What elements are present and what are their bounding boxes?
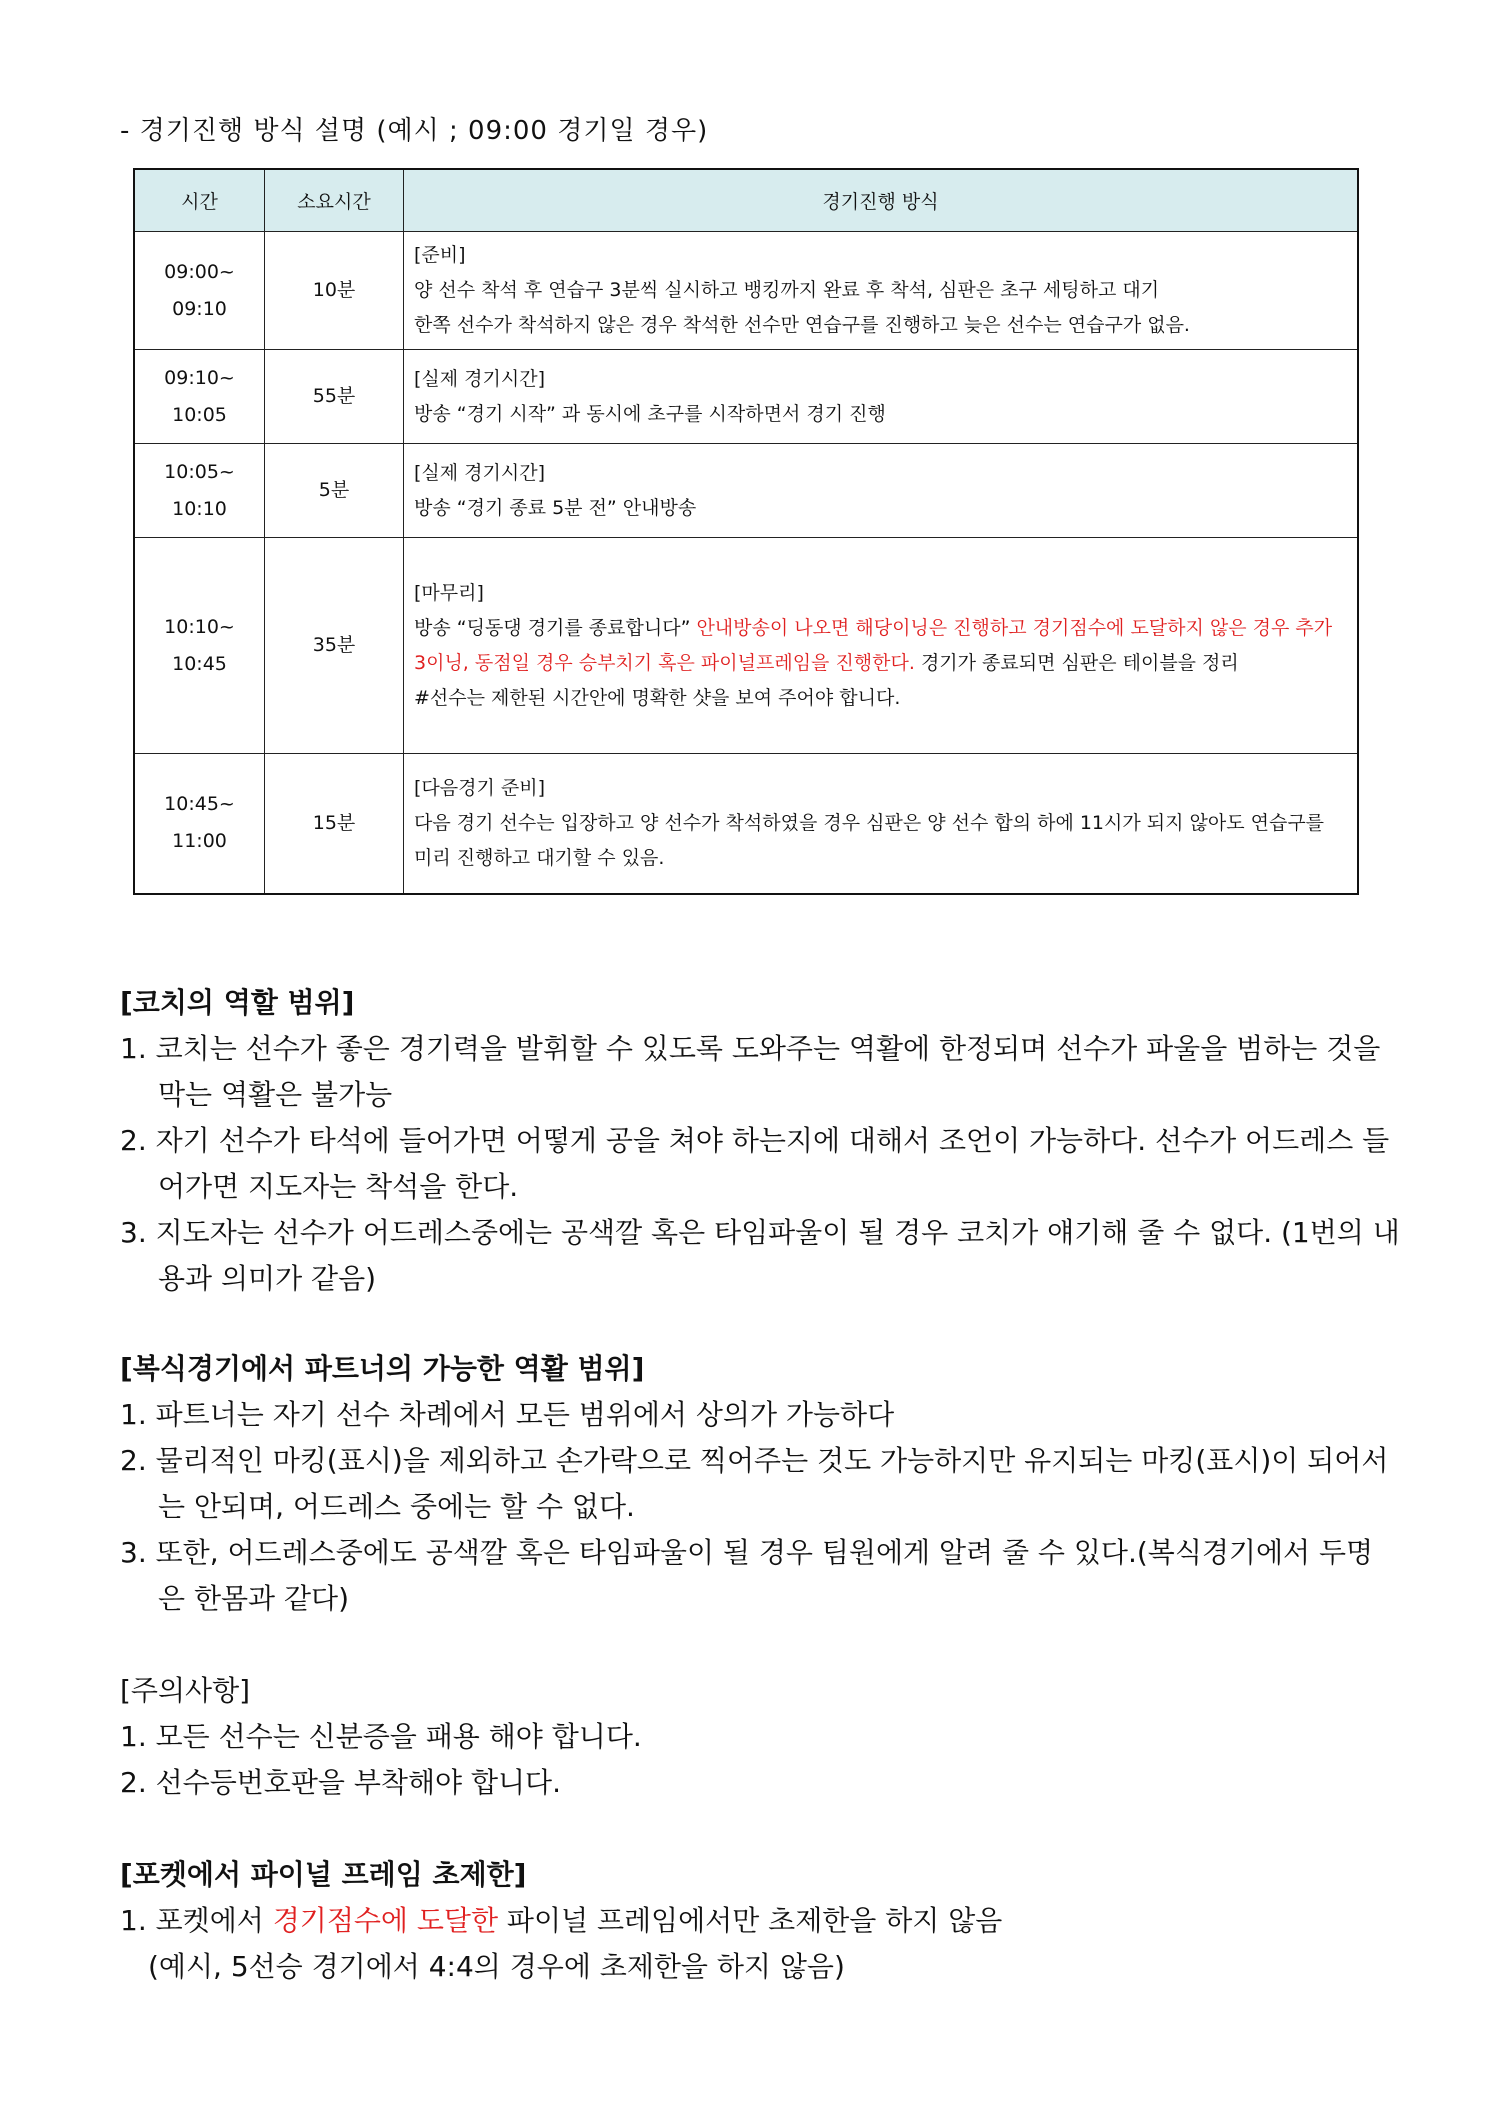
time-end: 10:05 <box>172 403 227 426</box>
time-cell <box>134 232 265 350</box>
method-cell <box>404 538 1359 754</box>
time-cell <box>134 350 265 444</box>
method-cell <box>404 754 1359 894</box>
time-start: 10:05~ <box>164 460 235 483</box>
method-cell <box>404 232 1359 350</box>
row-line: 다음 경기 선수는 입장하고 양 선수가 착석하였을 경우 심판은 양 선수 합의 하에 11시가 되지 않아도 연습구를 미리 진행하고 대기할 수 있음. <box>414 811 1325 869</box>
list-item <box>120 1898 1400 1944</box>
time-start: 10:10~ <box>164 615 235 638</box>
list-item: 1. 코치는 선수가 좋은 경기력을 발휘할 수 있도록 도와주는 역활에 한정되며 선수가 파울을 범하는 것을 막는 역활은 불가능 <box>120 1032 1381 1111</box>
row-text: 경기가 종료되면 심판은 테이블을 정리 <box>914 651 1239 674</box>
schedule-table <box>133 168 1359 895</box>
list-item: 1. 파트너는 자기 선수 차례에서 모든 범위에서 상의가 가능하다 <box>120 1398 895 1431</box>
row-text: 방송 “딩동댕 경기를 종료합니다” <box>414 616 697 639</box>
list-item: 1. 모든 선수는 신분증을 패용 해야 합니다. <box>120 1720 642 1753</box>
table-header-row <box>134 169 1358 232</box>
time-end: 10:45 <box>172 652 227 675</box>
method-cell <box>404 350 1359 444</box>
list-item: 2. 선수등번호판을 부착해야 합니다. <box>120 1766 561 1799</box>
row-paragraph <box>414 611 1347 681</box>
pocket-section <box>120 1852 1400 1990</box>
caution-section <box>120 1668 1400 1806</box>
row-title: [실제 경기시간] <box>414 461 545 484</box>
time-end: 09:10 <box>172 297 227 320</box>
duration-cell: 5분 <box>265 444 404 538</box>
table-row <box>134 754 1358 894</box>
duration-cell: 55분 <box>265 350 404 444</box>
section-title: [주의사항] <box>120 1674 251 1707</box>
row-note: #선수는 제한된 시간안에 명확한 샷을 보여 주어야 합니다. <box>414 686 901 709</box>
time-end: 10:10 <box>172 497 227 520</box>
list-item: 3. 또한, 어드레스중에도 공색깔 혹은 타임파울이 될 경우 팀원에게 알려 줄 수 있다.(복식경기에서 두명은 한몸과 같다) <box>120 1536 1374 1615</box>
section-title: [코치의 역할 범위] <box>120 986 355 1019</box>
duration-cell: 10분 <box>265 232 404 350</box>
table-row <box>134 538 1358 754</box>
row-line: 한쪽 선수가 착석하지 않은 경우 착석한 선수만 연습구를 진행하고 늦은 선수는 연습구가 없음. <box>414 314 1190 336</box>
header-method: 경기진행 방식 <box>404 169 1359 232</box>
item-text-highlight: 경기점수에 도달한 <box>272 1904 499 1937</box>
row-line: 방송 “경기 종료 5분 전” 안내방송 <box>414 496 697 519</box>
coach-section <box>120 980 1400 1302</box>
list-item: 2. 물리적인 마킹(표시)을 제외하고 손가락으로 찍어주는 것도 가능하지만 유지되는 마킹(표시)이 되어서는 안되며, 어드레스 중에는 할 수 없다. <box>120 1444 1389 1523</box>
partner-section <box>120 1346 1400 1622</box>
header-time: 시간 <box>134 169 265 232</box>
header-duration: 소요시간 <box>265 169 404 232</box>
method-cell <box>404 444 1359 538</box>
time-start: 09:00~ <box>164 260 235 283</box>
row-title: [준비] <box>414 244 466 266</box>
time-end: 11:00 <box>172 830 227 853</box>
duration-cell: 35분 <box>265 538 404 754</box>
example-text: (예시, 5선승 경기에서 4:4의 경우에 초제한을 하지 않음) <box>148 1950 845 1983</box>
duration-cell: 15분 <box>265 754 404 894</box>
time-start: 09:10~ <box>164 366 235 389</box>
row-line: 양 선수 착석 후 연습구 3분씩 실시하고 뱅킹까지 완료 후 착석, 심판은 초구 세팅하고 대기 <box>414 279 1160 301</box>
time-cell <box>134 444 265 538</box>
section-title: [포켓에서 파이널 프레임 초제한] <box>120 1858 527 1891</box>
row-line: 방송 “경기 시작” 과 동시에 초구를 시작하면서 경기 진행 <box>414 402 886 425</box>
row-title: [다음경기 준비] <box>414 776 545 799</box>
page-heading: - 경기진행 방식 설명 (예시 ; 09:00 경기일 경우) <box>120 116 709 146</box>
list-item: 3. 지도자는 선수가 어드레스중에는 공색깔 혹은 타임파울이 될 경우 코치가 얘기해 줄 수 없다. (1번의 내용과 의미가 같음) <box>120 1216 1400 1295</box>
time-start: 10:45~ <box>164 793 235 816</box>
time-cell <box>134 754 265 894</box>
time-cell <box>134 538 265 754</box>
table-row <box>134 350 1358 444</box>
item-text: 파이널 프레임에서만 초제한을 하지 않음 <box>498 1904 1003 1937</box>
row-title: [실제 경기시간] <box>414 367 545 390</box>
item-text: 1. 포켓에서 <box>120 1904 273 1937</box>
section-title: [복식경기에서 파트너의 가능한 역활 범위] <box>120 1352 645 1385</box>
table-row <box>134 232 1358 350</box>
list-item: 2. 자기 선수가 타석에 들어가면 어떻게 공을 쳐야 하는지에 대해서 조언이 가능하다. 선수가 어드레스 들어가면 지도자는 착석을 한다. <box>120 1124 1390 1203</box>
row-title: [마무리] <box>414 581 484 604</box>
row-text-highlight: 안내방송이 나오면 해당이닝은 진행하고 경기점수에 도달하지 않은 경우 추가 3이닝, 동점일 경우 승부치기 혹은 파이널프레임을 진행한다. <box>414 616 1333 674</box>
table-row <box>134 444 1358 538</box>
